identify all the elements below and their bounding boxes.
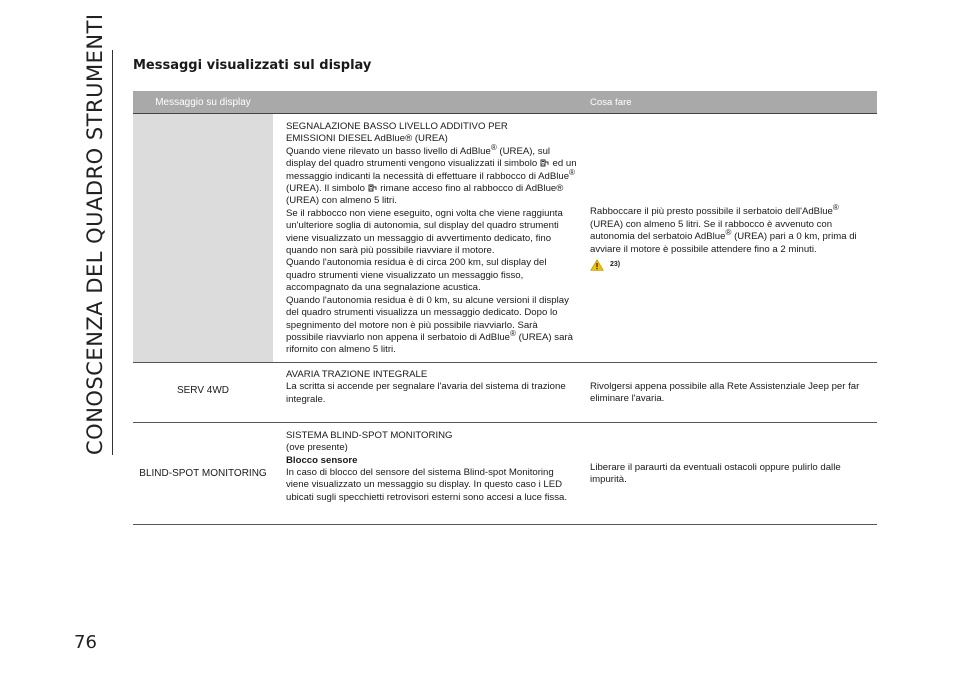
table-row xyxy=(133,113,877,363)
description-paragraph: Quando l'autonomia residua è di circa 200 km, sul display del quadro strumenti viene visualizzato un messaggio fisso, accompagnato da una segnalazione acustica. xyxy=(286,257,547,294)
action-text: Rivolgersi appena possibile alla Rete Assistenziale Jeep per far eliminare l'avaria. xyxy=(590,380,860,405)
action-cell xyxy=(583,423,877,524)
header-message: Messaggio su display xyxy=(155,96,251,108)
action-cell xyxy=(583,114,877,362)
table-header xyxy=(133,91,877,113)
row-bold-label: Blocco sensore xyxy=(286,454,358,466)
row-title: AVARIA TRAZIONE INTEGRALE xyxy=(286,368,428,380)
page-number: 76 xyxy=(74,632,97,653)
adblue-pump-icon xyxy=(368,183,378,192)
description-paragraph: Quando viene rilevato un basso livello di AdBlue® (UREA), sul display del quadro strumenti vengono visualizzati il simbolo ed un messaggio indicanti la necessità di effettuare il rabbocco di AdBlue® (UREA). Il simbolo rimane acceso fino al rabbocco di AdBlue® (UREA) con almeno 5 litri. xyxy=(286,142,577,207)
description-paragraph: Quando l'autonomia residua è di 0 km, su alcune versioni il display del quadro strumenti visualizza un messaggio dedicato. Dopo lo spegnimento del motore non è più possibile riavviarlo. Sarà possibile riavviarlo non appena il serbatoio di AdBlue® (UREA) sarà rifornito con almeno 5 litri. xyxy=(286,294,573,356)
warning-reference xyxy=(590,259,871,271)
description-paragraph: La scritta si accende per segnalare l'avaria del sistema di trazione integrale. xyxy=(286,381,566,405)
description-cell xyxy=(273,423,583,524)
row-title: SEGNALAZIONE BASSO LIVELLO ADDITIVO PER EMISSIONI DIESEL AdBlue® (UREA) xyxy=(286,121,508,145)
side-chapter-title: CONOSCENZA DEL QUADRO STRUMENTI xyxy=(83,13,107,455)
side-rule xyxy=(112,50,113,455)
message-cell: SERV 4WD xyxy=(176,384,230,396)
description-cell xyxy=(273,363,583,422)
action-text: Rabboccare il più presto possibile il serbatoio dell'AdBlue® (UREA) con almeno 5 litri. Se il rabbocco è avvenuto con autonomia del serbatoio AdBlue® (UREA) pari a 0 km, prima di avviare il motore è possibile attendere fino a 2 minuti. xyxy=(590,203,857,255)
table-row xyxy=(133,423,877,525)
message-cell: BLIND-SPOT MONITORING xyxy=(139,467,267,479)
header-action: Cosa fare xyxy=(590,96,632,108)
row-title: SISTEMA BLIND-SPOT MONITORING xyxy=(286,429,453,441)
description-paragraph: Se il rabbocco non viene eseguito, ogni volta che viene raggiunta un'ulteriore soglia di autonomia, sul display del quadro strumenti viene visualizzato un messaggio di avvertimento dedicato, fino quando non sarà più possibile riavviare il motore. xyxy=(286,207,563,257)
action-cell xyxy=(583,363,877,422)
description-paragraph: In caso di blocco del sensore del sistema Blind-spot Monitoring viene visualizzato un messaggio su display. In questo caso i LED ubicati sugli specchietti retrovisori esterni sono accesi a luce fissa. xyxy=(286,466,568,503)
messages-table xyxy=(133,91,877,525)
adblue-pump-icon xyxy=(540,158,550,167)
section-title: Messaggi visualizzati sul display xyxy=(133,58,372,73)
warning-triangle-icon xyxy=(590,259,604,271)
table-row xyxy=(133,363,877,423)
message-cell xyxy=(133,114,273,362)
action-text: Liberare il paraurti da eventuali ostacoli oppure pulirlo dalle impurità. xyxy=(590,461,841,486)
description-cell xyxy=(273,114,583,362)
header-description xyxy=(273,96,583,108)
row-subtitle: (ove presente) xyxy=(286,442,348,454)
warning-ref-number: 23) xyxy=(610,260,621,268)
